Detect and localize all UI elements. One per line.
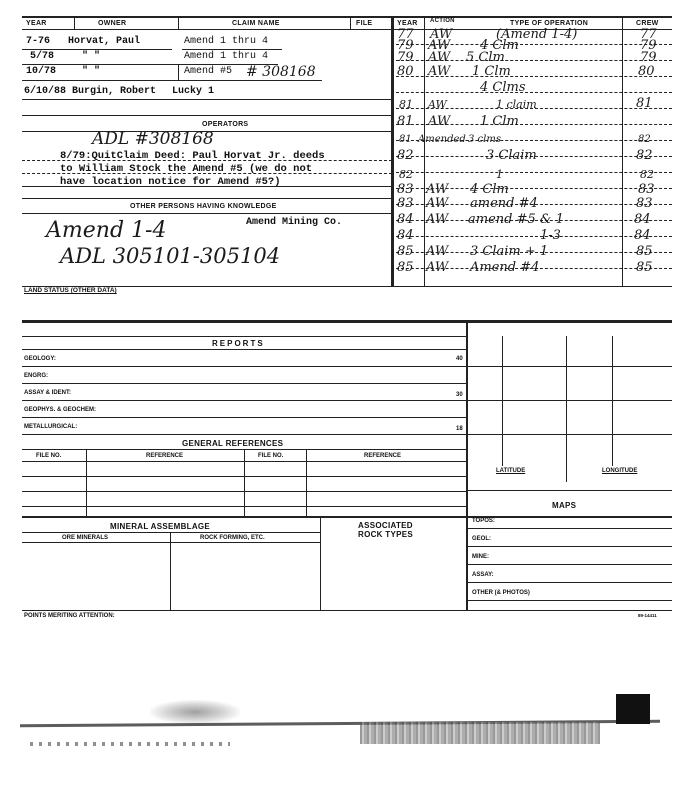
activity-crew: 84 xyxy=(634,228,651,243)
owner-name: Horvat, Paul xyxy=(68,36,141,47)
claim-name: Amend 1 thru 4 xyxy=(184,51,269,62)
scan-smudge xyxy=(360,722,600,744)
activity-crew: 85 xyxy=(636,244,653,259)
activity-action: AW xyxy=(426,244,449,259)
activity-action: AW xyxy=(426,260,449,275)
activity-type: 1-3 xyxy=(540,228,561,243)
activity-action: AW xyxy=(426,212,449,227)
claim-name: Lucky 1 xyxy=(172,86,215,97)
activity-year: 82 xyxy=(399,168,413,181)
row-number: 40 xyxy=(456,356,463,362)
activity-action: AW xyxy=(430,27,453,42)
activity-year: 84 xyxy=(397,228,414,243)
owner-name: " " xyxy=(82,66,101,77)
reports-title: REPORTS xyxy=(212,339,265,348)
longitude-label: LONGITUDE xyxy=(602,468,638,474)
owner-year: 6/10/88 xyxy=(24,86,67,97)
operator-adl-number: ADL #308168 xyxy=(92,129,214,149)
activity-action: AW xyxy=(428,114,451,129)
header-claim-name: CLAIM NAME xyxy=(232,20,280,27)
scan-smudge xyxy=(616,694,650,724)
header-year-right: YEAR xyxy=(397,20,418,27)
activity-action: AW xyxy=(428,64,451,79)
activity-crew: 77 xyxy=(640,27,657,42)
activity-action: AW xyxy=(426,182,449,197)
knowledge-hand-line: ADL 305101-305104 xyxy=(60,244,281,268)
activity-crew: 82 xyxy=(640,168,654,181)
associated-label: ASSOCIATED xyxy=(358,521,413,530)
knowledge-title: OTHER PERSONS HAVING KNOWLEDGE xyxy=(130,203,277,210)
activity-crew: 79 xyxy=(640,50,657,65)
geology-label: GEOLOGY: xyxy=(24,356,56,362)
ore-minerals-header: ORE MINERALS xyxy=(62,535,109,541)
maps-title: MAPS xyxy=(552,501,577,510)
operator-note-line: to William Stock the Amend #5 (we do not xyxy=(60,163,313,175)
form-number: 89-14411 xyxy=(638,613,657,618)
activity-action: AW xyxy=(426,196,449,211)
knowledge-hand-line: Amend 1-4 xyxy=(46,218,167,243)
activity-action: Amended xyxy=(418,134,466,145)
owner-year: 10/78 xyxy=(26,66,57,77)
row-number: 30 xyxy=(456,392,463,398)
activity-type: 1 Clm xyxy=(480,114,519,129)
activity-year: 84 xyxy=(397,212,414,227)
maps-other-label: OTHER (& PHOTOS) xyxy=(472,590,530,596)
activity-crew: 83 xyxy=(636,196,653,211)
claim-name: Amend 1 thru 4 xyxy=(184,36,269,47)
activity-crew: 85 xyxy=(636,260,653,275)
owner-name: " " xyxy=(82,51,101,62)
owner-year: 5/78 xyxy=(30,51,55,62)
activity-year: 81 xyxy=(399,98,413,111)
ref-reference-header-2: REFERENCE xyxy=(364,453,402,459)
header-crew: CREW xyxy=(636,20,659,27)
activity-year: 85 xyxy=(397,260,414,275)
activity-year: 80 xyxy=(397,64,414,79)
activity-type: 1 Clm xyxy=(472,64,511,79)
activity-type: amend #5 & 1 xyxy=(468,212,564,227)
latitude-label: LATITUDE xyxy=(496,468,526,474)
points-meriting-attention-label: POINTS MERITING ATTENTION: xyxy=(24,613,115,619)
activity-action: AW xyxy=(428,50,451,65)
general-references-title: GENERAL REFERENCES xyxy=(182,439,284,448)
header-action: ACTION xyxy=(430,18,455,24)
activity-crew: 82 xyxy=(638,134,651,145)
activity-type: 1 xyxy=(496,168,503,181)
activity-type: 3 Claim xyxy=(486,148,537,163)
scan-smudge xyxy=(150,700,240,724)
maps-assay-label: ASSAY: xyxy=(472,572,494,578)
activity-crew: 79 xyxy=(640,38,657,53)
activity-type: 4 Clm xyxy=(470,182,509,197)
operator-note-line: 8/79:QuitClaim Deed: Paul Horvat Jr. deeds xyxy=(60,150,325,162)
activity-year: 79 xyxy=(397,50,414,65)
activity-crew: 80 xyxy=(638,64,655,79)
mineral-assemblage-title: MINERAL ASSEMBLAGE xyxy=(110,522,211,531)
ref-file-no-header: FILE NO. xyxy=(36,453,62,459)
activity-year: 85 xyxy=(397,244,414,259)
row-number: 18 xyxy=(456,426,463,432)
activity-crew: 81 xyxy=(636,96,653,111)
activity-year: 79 xyxy=(397,38,414,53)
activity-year: 77 xyxy=(397,27,414,42)
scan-smudge xyxy=(30,742,230,746)
activity-year: 83 xyxy=(397,196,414,211)
land-status-label: LAND STATUS (OTHER DATA) xyxy=(24,287,117,294)
assay-label: ASSAY & IDENT: xyxy=(24,390,72,396)
activity-crew: 84 xyxy=(634,212,651,227)
activity-action: AW xyxy=(428,38,451,53)
maps-topos-label: TOPOS: xyxy=(472,518,495,524)
header-year: YEAR xyxy=(26,20,47,27)
activity-year: 82 xyxy=(397,148,414,163)
activity-type: (Amend 1-4) xyxy=(496,27,578,42)
claim-name: Amend #5 xyxy=(184,66,233,77)
maps-mine-label: MINE: xyxy=(472,554,489,560)
owner-year: 7-76 xyxy=(26,36,51,47)
rock-types-label: ROCK TYPES xyxy=(358,530,414,539)
operator-note-line: have location notice for Amend #5?) xyxy=(60,176,281,188)
activity-type: 4 Clms xyxy=(480,80,526,95)
header-type-operation: TYPE OF OPERATION xyxy=(510,20,589,27)
owner-name: Burgin, Robert xyxy=(72,86,157,97)
header-owner: OWNER xyxy=(98,20,127,27)
engrg-label: ENGRG: xyxy=(24,373,48,379)
activity-year: 83 xyxy=(397,182,414,197)
activity-type: 4 Clm xyxy=(480,38,519,53)
metallurgical-label: METALLURGICAL: xyxy=(24,424,78,430)
maps-geol-label: GEOL: xyxy=(472,536,491,542)
activity-type: Amend #4 xyxy=(470,260,540,275)
header-file: FILE xyxy=(356,20,373,27)
activity-type: 5 Clm xyxy=(466,50,505,65)
activity-crew: 82 xyxy=(636,148,653,163)
activity-action: AW xyxy=(428,98,447,111)
activity-type: 3 clms xyxy=(468,134,501,145)
ref-reference-header: REFERENCE xyxy=(146,453,184,459)
geophys-label: GEOPHYS. & GEOCHEM: xyxy=(24,407,97,413)
knowledge-typed: Amend Mining Co. xyxy=(246,217,343,228)
activity-year: 81 xyxy=(397,114,414,129)
activity-type: 1 claim xyxy=(496,98,537,111)
claim-file-number: # 308168 xyxy=(246,64,316,80)
rock-forming-header: ROCK FORMING, ETC. xyxy=(200,535,265,541)
ref-file-no-header-2: FILE NO. xyxy=(258,453,284,459)
activity-type: amend #4 xyxy=(470,196,538,211)
operators-title: OPERATORS xyxy=(202,121,249,128)
activity-crew: 83 xyxy=(638,182,655,197)
activity-year: 81 xyxy=(399,134,412,145)
activity-type: 3 Claim + 1 xyxy=(470,244,549,259)
